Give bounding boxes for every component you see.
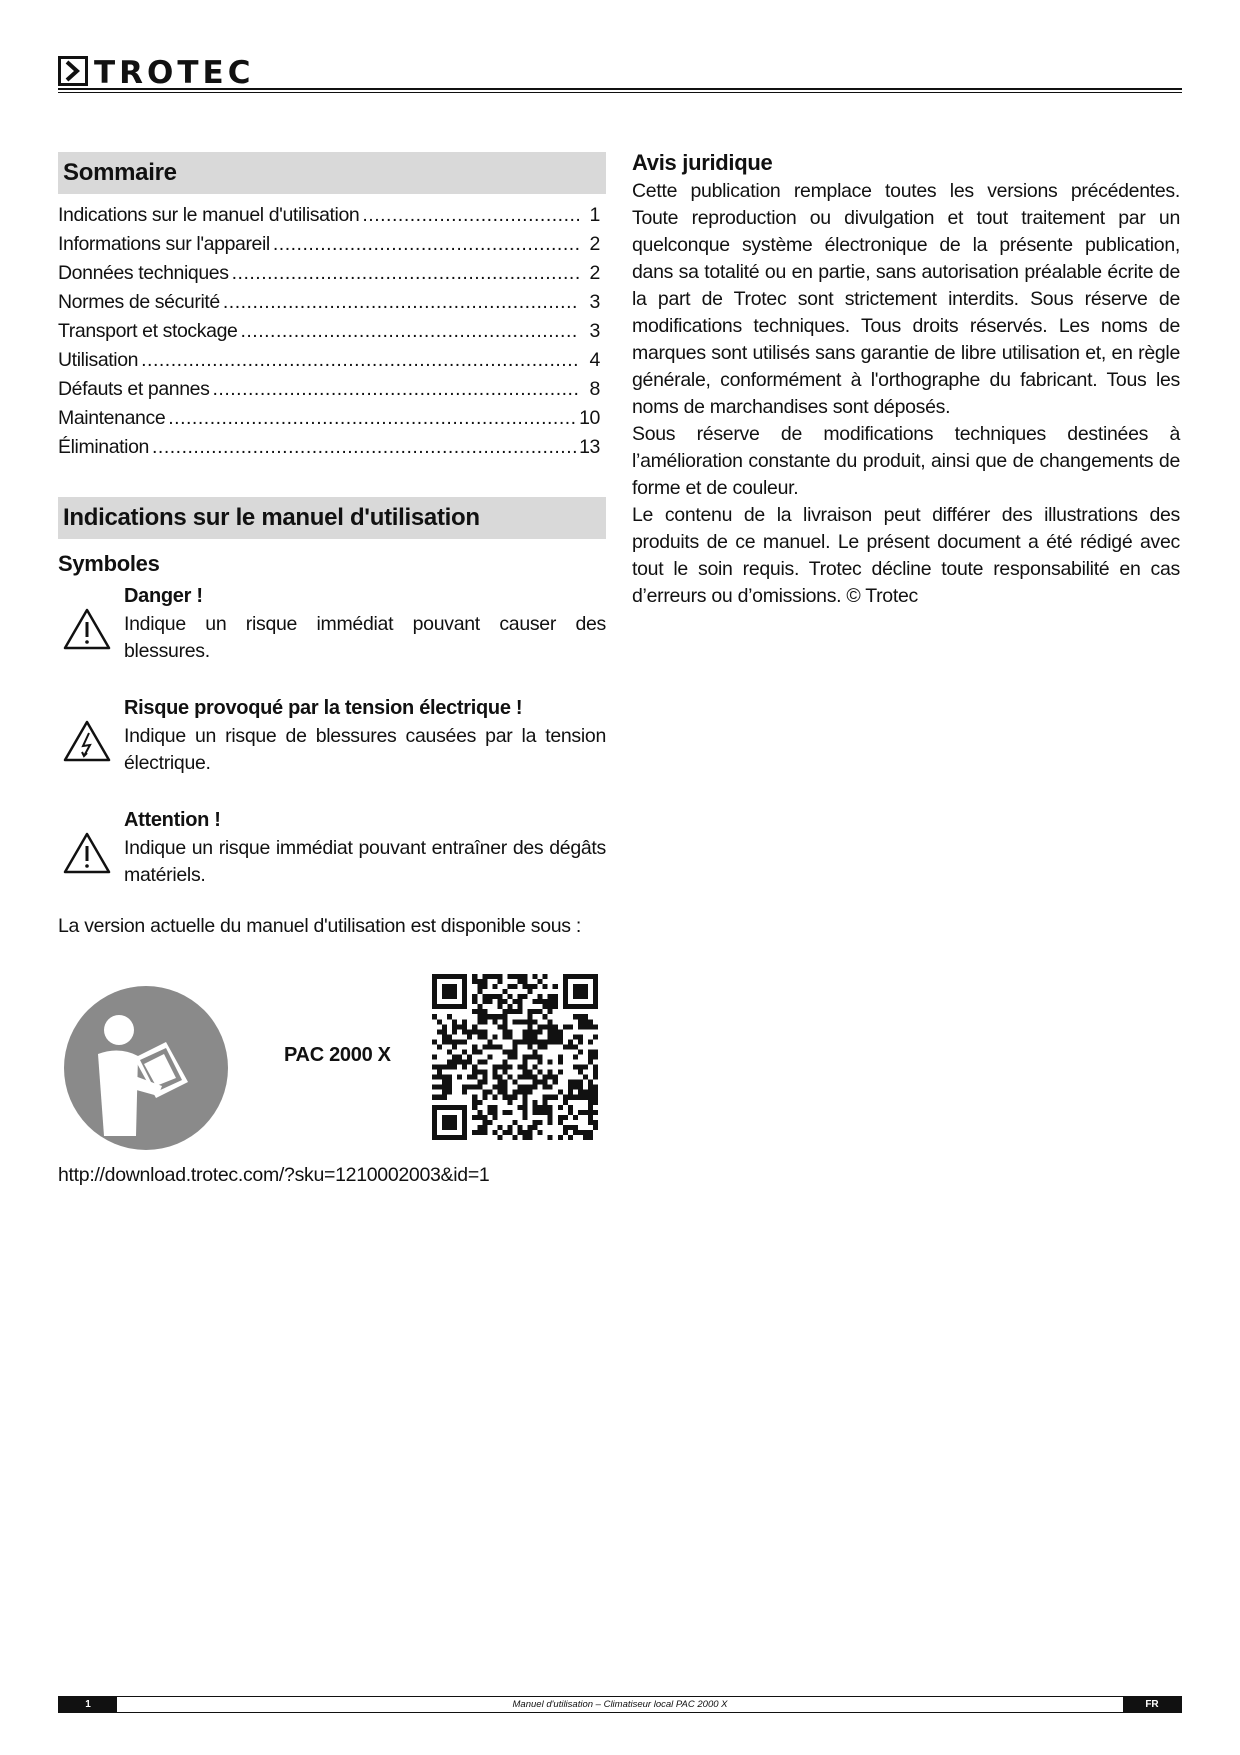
symbol-text: Indique un risque immédiat pouvant entraîner des dégâts matériels.: [124, 837, 606, 886]
toc-item-label: Maintenance: [58, 407, 166, 429]
symbol-attention: [58, 805, 606, 889]
toc-item-page: 2: [589, 233, 600, 255]
toc-item-page: 3: [589, 320, 600, 342]
toc-item-label: Indications sur le manuel d'utilisation: [58, 204, 360, 226]
electrical-hazard-icon: [62, 719, 112, 763]
manual-download-row: [58, 974, 606, 1150]
toc-item-page: 10: [579, 407, 600, 429]
left-column: [58, 152, 606, 1187]
toc-title: Sommaire: [58, 152, 606, 194]
read-manual-icon: [64, 986, 228, 1150]
symbol-title: Risque provoqué par la tension électrique !: [124, 697, 523, 719]
brand-text: TROTEC: [94, 56, 255, 86]
warning-triangle-icon: [62, 607, 112, 651]
trotec-logo-icon: [58, 56, 308, 86]
trotec-logo: [58, 56, 308, 86]
attention-triangle-icon: [62, 831, 112, 875]
download-url[interactable]: http://download.trotec.com/?sku=1210002003&id=1: [58, 1164, 490, 1186]
legal-paragraph: Sous réserve de modifications techniques destinées à l’amélioration constante du produit, ainsi que de changements de forme et de couleur.: [632, 423, 1180, 499]
model-name: PAC 2000 X: [284, 1044, 391, 1066]
manual-section-title: Indications sur le manuel d'utilisation: [58, 497, 606, 539]
toc-item[interactable]: [58, 436, 606, 465]
language-code: FR: [1123, 1697, 1181, 1712]
footer-title: Manuel d'utilisation – Climatiseur local PAC 2000 X: [512, 1699, 728, 1710]
toc-item[interactable]: [58, 262, 606, 291]
legal-title: Avis juridique: [632, 150, 773, 175]
toc-item-page: 2: [589, 262, 600, 284]
header-rule-thin: [58, 92, 1182, 93]
toc-item-label: Élimination: [58, 436, 149, 458]
toc-item[interactable]: [58, 291, 606, 320]
symbol-title: Attention !: [124, 809, 221, 831]
symbols-heading: Symboles: [58, 551, 160, 576]
symbol-danger: [58, 581, 606, 665]
toc-item[interactable]: [58, 378, 606, 407]
symbol-title: Danger !: [124, 585, 203, 607]
header-rule-thick: [58, 88, 1182, 90]
toc-item-page: 13: [579, 436, 600, 458]
toc-item-label: Données techniques: [58, 262, 229, 284]
legal-paragraph: Cette publication remplace toutes les versions précédentes. Toute reproduction ou divulgation et tout traitement par un quelconque système électronique de la présente publication, dans sa totalité ou en partie, sans autorisation préalable écrite de la part de Trotec sont strictement interdits. Sous réserve de modifications techniques. Tous droits réservés. Les noms de marques sont utilisés sans garantie de libre utilisation et, en règle générale, conformément à l'orthographe du fabricant. Tous les noms de marchandises sont déposés.: [632, 180, 1180, 418]
symbol-electrical: [58, 693, 606, 777]
toc-item[interactable]: [58, 204, 606, 233]
qr-code-icon[interactable]: [432, 974, 598, 1140]
page-footer: [58, 1696, 1182, 1713]
toc-item-label: Informations sur l'appareil: [58, 233, 270, 255]
right-column: [632, 148, 1180, 610]
toc-item[interactable]: [58, 233, 606, 262]
page-number: 1: [59, 1697, 117, 1712]
toc-item-label: Défauts et pannes: [58, 378, 210, 400]
toc-item-label: Normes de sécurité: [58, 291, 220, 313]
toc-item[interactable]: [58, 349, 606, 378]
toc-item[interactable]: [58, 407, 606, 436]
toc-item-page: 3: [589, 291, 600, 313]
toc-item-page: 1: [589, 204, 600, 226]
toc-item-page: 4: [589, 349, 600, 371]
legal-notice: [632, 178, 1180, 610]
toc-item-label: Utilisation: [58, 349, 139, 371]
toc-item-page: 8: [589, 378, 600, 400]
symbol-text: Indique un risque immédiat pouvant causer des blessures.: [124, 613, 606, 662]
toc-item-label: Transport et stockage: [58, 320, 238, 342]
symbol-text: Indique un risque de blessures causées par la tension électrique.: [124, 725, 606, 774]
toc-item[interactable]: [58, 320, 606, 349]
table-of-contents: [58, 204, 606, 465]
legal-paragraph: Le contenu de la livraison peut différer des illustrations des produits de ce manuel. Le présent document a été rédigé avec tout le soin requis. Trotec décline toute responsabilité en cas d’erreurs ou d’omissions. © Trotec: [632, 504, 1180, 607]
version-text: La version actuelle du manuel d'utilisation est disponible sous :: [58, 915, 581, 937]
